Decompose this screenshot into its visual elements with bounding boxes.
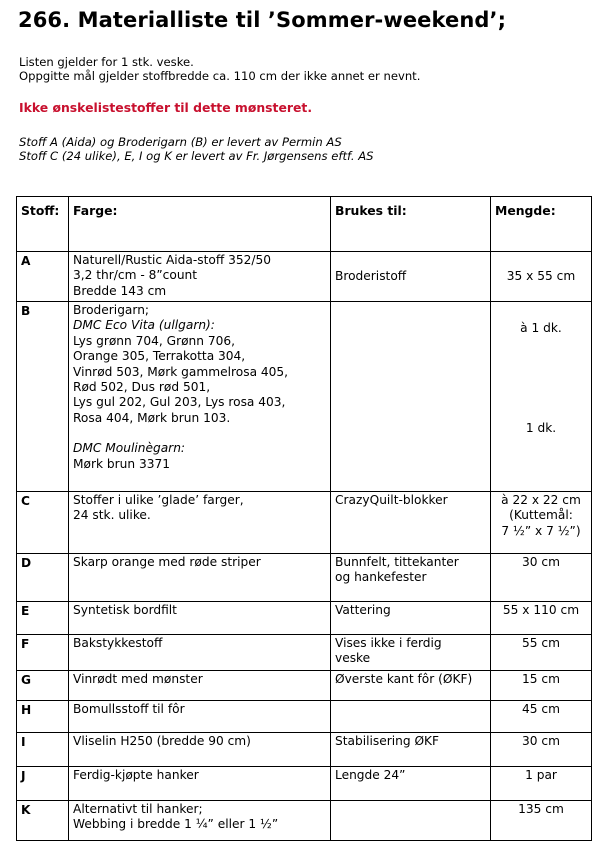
- table-row: [17, 701, 592, 733]
- cell-farge: Skarp orange med røde striper: [69, 554, 331, 602]
- cell-mengde: 30 cm: [491, 554, 592, 602]
- farge-line: Mørk brun 3371: [73, 456, 171, 471]
- header-stoff: Stoff:: [17, 197, 69, 252]
- cell-brukes: [331, 635, 491, 671]
- cell-mengde: 35 x 55 cm: [491, 252, 592, 302]
- cell-farge: [69, 252, 331, 302]
- header-farge: Farge:: [69, 197, 331, 252]
- cell-mengde: [491, 492, 592, 554]
- cell-mengde: 30 cm: [491, 733, 592, 767]
- cell-mengde: 1 par: [491, 767, 592, 801]
- cell-brukes: CrazyQuilt-blokker: [331, 492, 491, 554]
- cell-brukes: [331, 554, 491, 602]
- intro-line-1: Listen gjelder for 1 stk. veske.: [19, 55, 194, 69]
- farge-line: Orange 305, Terrakotta 304,: [73, 349, 246, 364]
- cell-farge: [69, 492, 331, 554]
- brukes-line: veske: [335, 651, 371, 666]
- farge-line: Webbing i bredde 1 ¼” eller 1 ½”: [73, 817, 279, 832]
- table-row: [17, 554, 592, 602]
- cell-mengde: 55 cm: [491, 635, 592, 671]
- cell-brukes: [331, 302, 491, 492]
- supplier-line-2: Stoff C (24 ulike), E, I og K er levert av Fr. Jørgensens eftf. AS: [19, 149, 374, 163]
- cell-stoff: D: [17, 554, 69, 602]
- cell-mengde: 135 cm: [491, 801, 592, 841]
- cell-stoff: H: [17, 701, 69, 733]
- cell-brukes: Lengde 24”: [331, 767, 491, 801]
- mengde-line: (Kuttemål:: [509, 508, 573, 523]
- farge-line: Stoffer i ulike ’glade’ farger,: [73, 493, 244, 507]
- cell-brukes: [331, 801, 491, 841]
- mengde-line: à 1 dk.: [520, 321, 562, 335]
- cell-mengde: 45 cm: [491, 701, 592, 733]
- brukes-line: Bunnfelt, tittekanter: [335, 555, 459, 569]
- table-row: [17, 767, 592, 801]
- notice-text: Ikke ønskelistestoffer til dette mønsteret.: [19, 100, 313, 115]
- cell-brukes: Broderistoff: [331, 252, 491, 302]
- cell-brukes: [331, 701, 491, 733]
- farge-line: Rød 502, Dus rød 501,: [73, 380, 211, 395]
- farge-line: Alternativt til hanker;: [73, 802, 203, 816]
- mengde-line: 1 dk.: [525, 421, 557, 436]
- brukes-line: Vises ikke i ferdig: [335, 636, 442, 650]
- cell-farge: [69, 302, 331, 492]
- header-mengde: Mengde:: [491, 197, 592, 252]
- mengde-line: 7 ½” x 7 ½”): [501, 523, 581, 538]
- farge-line: Naturell/Rustic Aida-stoff 352/50: [73, 253, 271, 267]
- cell-brukes: Stabilisering ØKF: [331, 733, 491, 767]
- table-row: [17, 635, 592, 671]
- farge-line: Vinrød 503, Mørk gammelrosa 405,: [73, 364, 289, 379]
- header-brukes: Brukes til:: [331, 197, 491, 252]
- cell-farge: Bomullsstoff til fôr: [69, 701, 331, 733]
- table-row: [17, 671, 592, 701]
- table-row: [17, 801, 592, 841]
- farge-line: Lys grønn 704, Grønn 706,: [73, 333, 236, 348]
- table-row: [17, 302, 592, 492]
- cell-farge: Syntetisk bordfilt: [69, 602, 331, 635]
- farge-line: Rosa 404, Mørk brun 103.: [73, 410, 231, 425]
- cell-brukes: Øverste kant fôr (ØKF): [331, 671, 491, 701]
- cell-stoff: E: [17, 602, 69, 635]
- cell-farge: [69, 801, 331, 841]
- farge-line: Bredde 143 cm: [73, 283, 167, 298]
- table-header-row: [17, 197, 592, 252]
- cell-farge: Vinrødt med mønster: [69, 671, 331, 701]
- farge-line: Broderigarn;: [73, 303, 150, 317]
- cell-stoff: F: [17, 635, 69, 671]
- table-row: [17, 733, 592, 767]
- cell-farge: Vliselin H250 (bredde 90 cm): [69, 733, 331, 767]
- supplier-line-1: Stoff A (Aida) og Broderigarn (B) er levert av Permin AS: [19, 135, 342, 149]
- farge-line: 3,2 thr/cm - 8”count: [73, 268, 198, 283]
- spacer: [73, 426, 326, 441]
- cell-brukes: Vattering: [331, 602, 491, 635]
- table-row: [17, 492, 592, 554]
- cell-stoff: B: [17, 302, 69, 492]
- page-title: 266. Materialliste til ’Sommer-weekend’;: [18, 8, 507, 32]
- cell-stoff: G: [17, 671, 69, 701]
- cell-mengde: 55 x 110 cm: [491, 602, 592, 635]
- farge-line: Lys gul 202, Gul 203, Lys rosa 403,: [73, 395, 286, 410]
- cell-stoff: A: [17, 252, 69, 302]
- mengde-line: à 22 x 22 cm: [501, 493, 581, 507]
- cell-farge: Bakstykkestoff: [69, 635, 331, 671]
- farge-line: 24 stk. ulike.: [73, 508, 151, 523]
- table-row: [17, 252, 592, 302]
- cell-mengde: [491, 302, 592, 492]
- cell-farge: Ferdig-kjøpte hanker: [69, 767, 331, 801]
- cell-stoff: C: [17, 492, 69, 554]
- intro-line-2: Oppgitte mål gjelder stoffbredde ca. 110 cm der ikke annet er nevnt.: [19, 69, 421, 83]
- brukes-line: og hankefester: [335, 570, 427, 585]
- cell-stoff: K: [17, 801, 69, 841]
- farge-subheading: DMC Eco Vita (ullgarn):: [73, 318, 215, 333]
- cell-mengde: 15 cm: [491, 671, 592, 701]
- cell-stoff: I: [17, 733, 69, 767]
- materials-table: [16, 196, 592, 841]
- cell-stoff: J: [17, 767, 69, 801]
- farge-subheading: DMC Moulinègarn:: [73, 441, 186, 456]
- table-row: [17, 602, 592, 635]
